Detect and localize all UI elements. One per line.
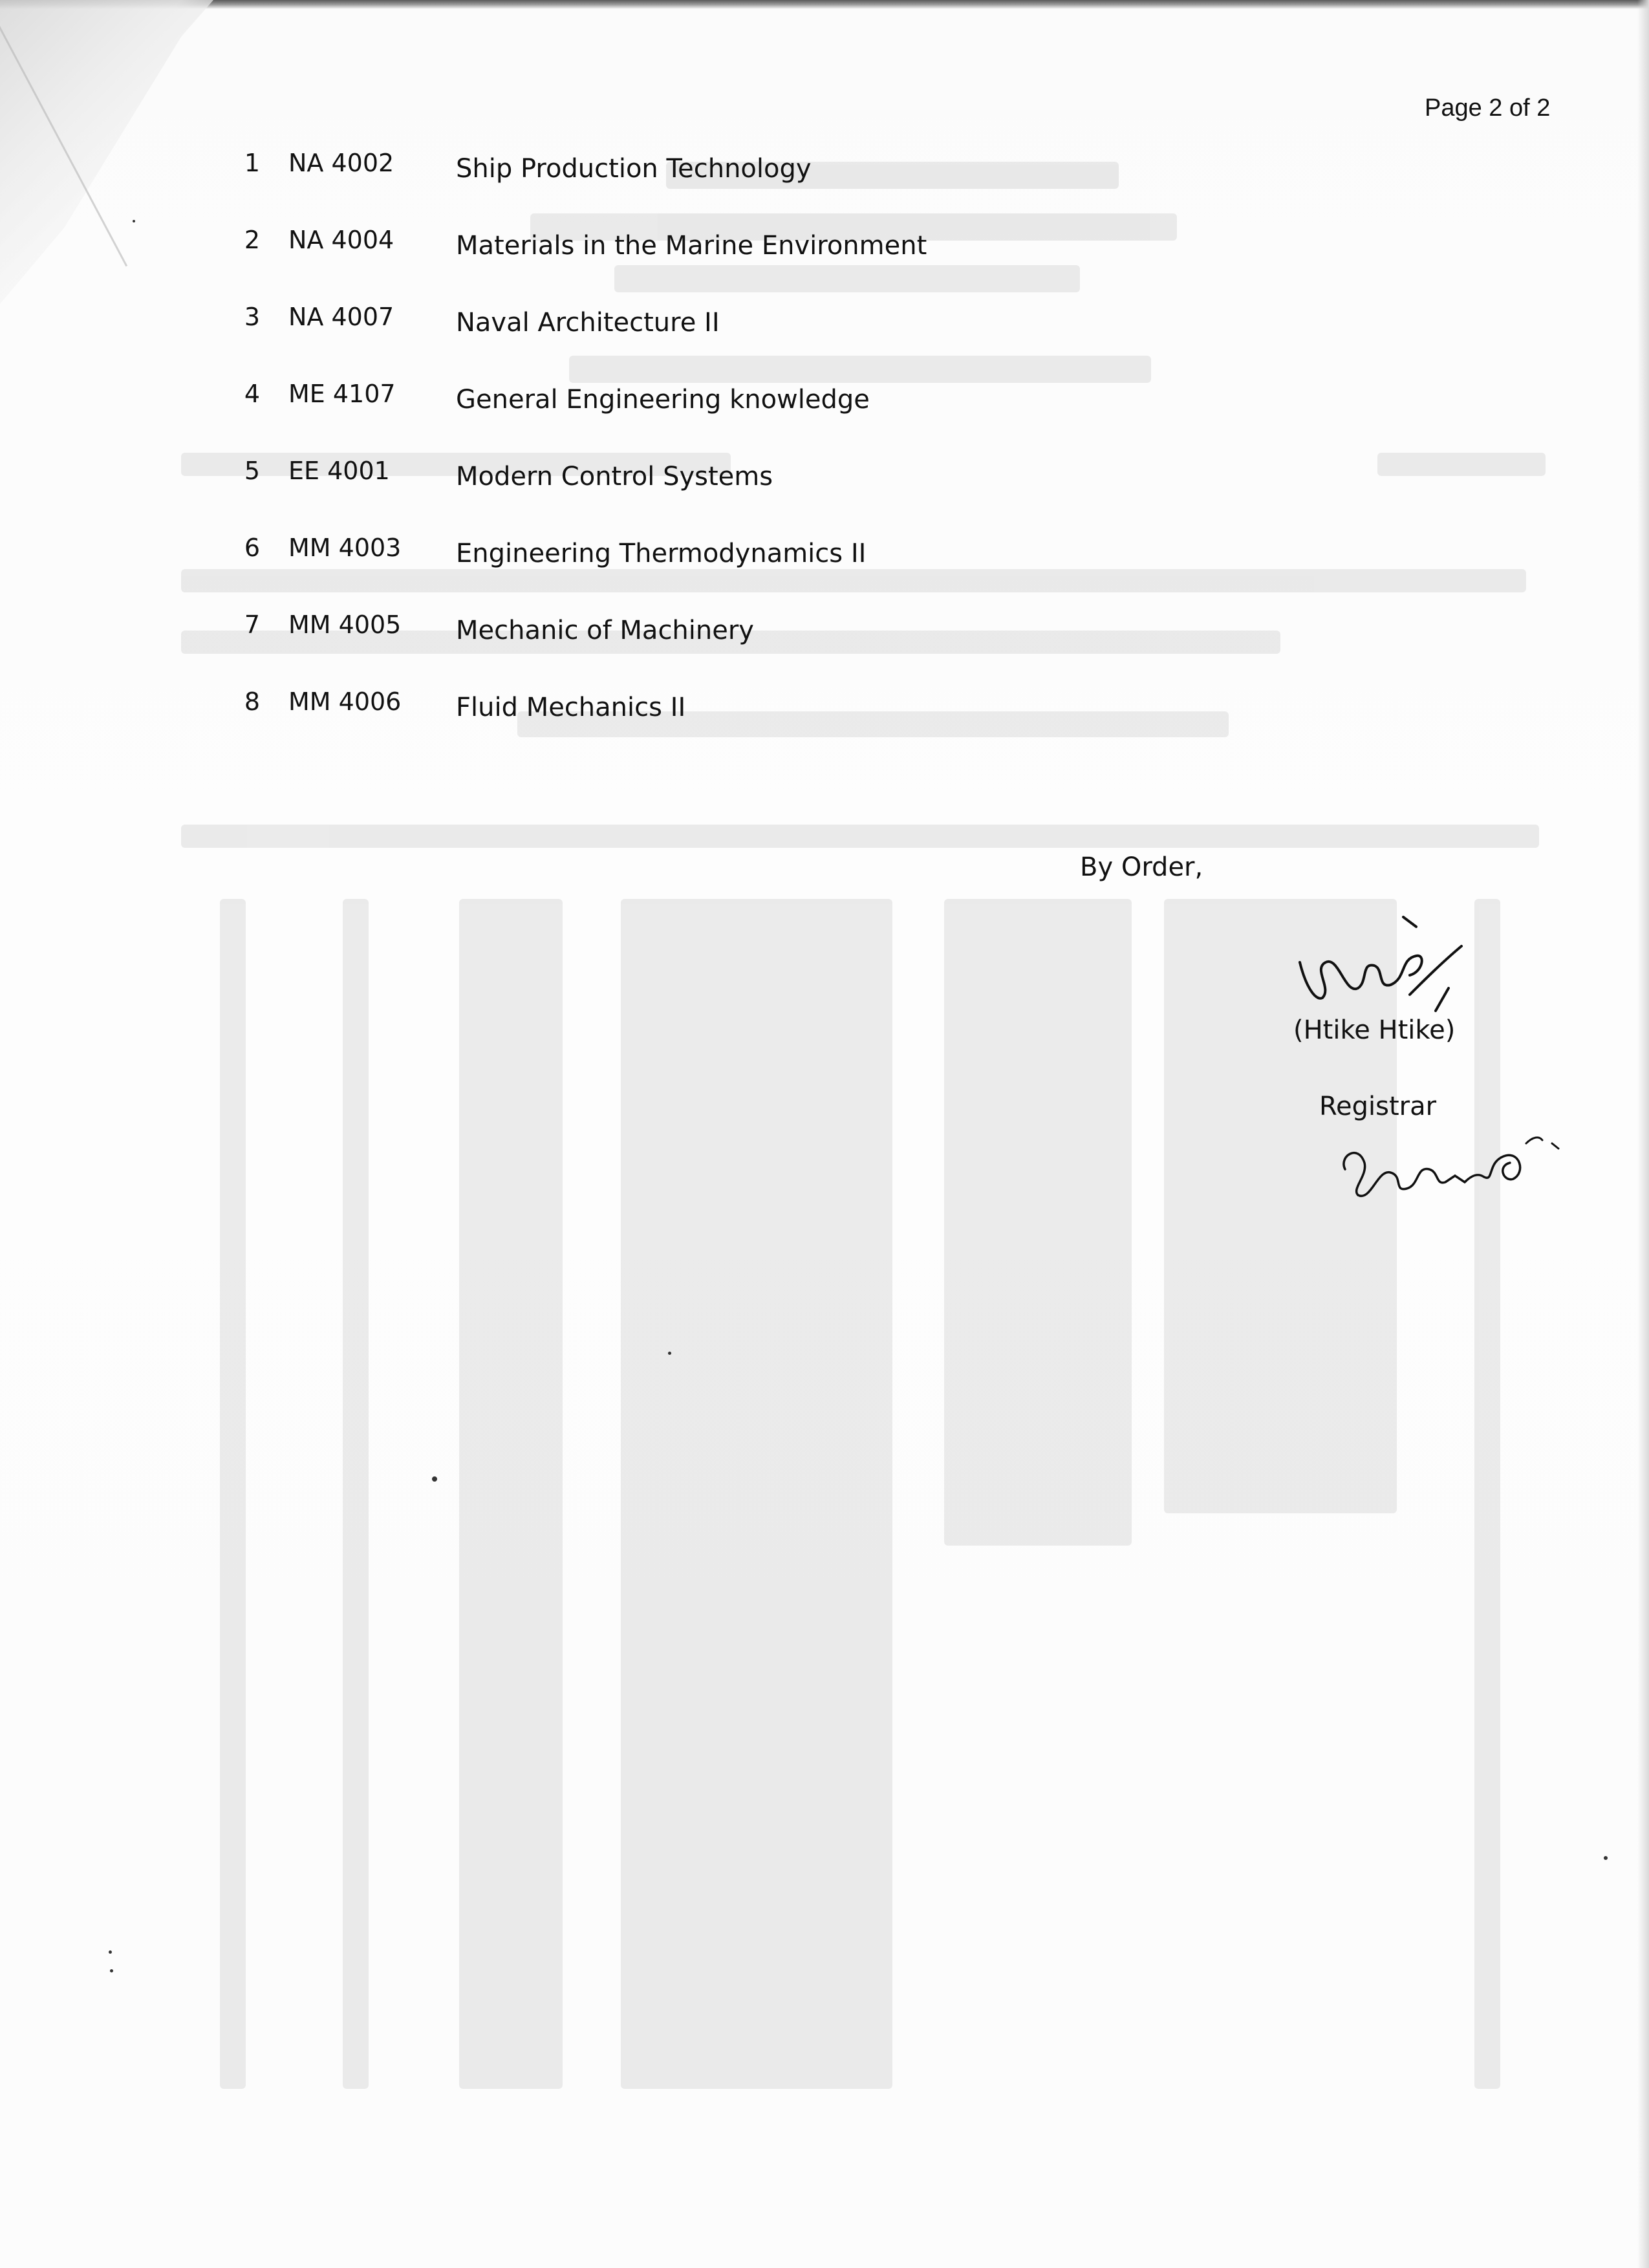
scan-speck [133, 220, 135, 222]
scan-speck [1604, 1856, 1608, 1860]
course-code: EE 4001 [288, 457, 390, 485]
course-code: NA 4004 [288, 226, 394, 254]
course-serial: 7 [244, 610, 261, 639]
course-code: MM 4005 [288, 610, 402, 639]
signatory-name: (Htike Htike) [1293, 1015, 1456, 1045]
course-title: Ship Production Technology [456, 154, 812, 184]
course-title: Naval Architecture II [456, 308, 720, 338]
course-serial: 8 [244, 687, 261, 716]
course-code: ME 4107 [288, 380, 396, 408]
scan-speck [109, 1950, 112, 1954]
course-title: Mechanic of Machinery [456, 616, 754, 645]
course-title: Modern Control Systems [456, 462, 773, 491]
course-code: NA 4007 [288, 303, 394, 331]
course-serial: 6 [244, 534, 261, 562]
course-row [233, 457, 1138, 534]
course-code: NA 4002 [288, 149, 394, 177]
scan-speck [668, 1352, 671, 1355]
course-serial: 1 [244, 149, 261, 177]
course-code: MM 4006 [288, 687, 402, 716]
scan-right-edge [1637, 0, 1649, 2268]
course-title: General Engineering knowledge [456, 385, 870, 415]
course-row [233, 226, 1138, 303]
course-serial: 2 [244, 226, 261, 254]
course-title: Engineering Thermodynamics II [456, 539, 867, 568]
course-row [233, 303, 1138, 380]
page-number: Page 2 of 2 [1425, 94, 1551, 122]
handwritten-signature [1287, 891, 1468, 1033]
folded-corner [0, 0, 213, 304]
by-order-label: By Order, [1080, 852, 1203, 882]
scan-top-edge [0, 0, 1649, 9]
course-title: Fluid Mechanics II [456, 693, 686, 722]
course-row [233, 687, 1138, 764]
course-serial: 4 [244, 380, 261, 408]
signatory-role: Registrar [1319, 1092, 1437, 1121]
handwritten-initials [1332, 1118, 1565, 1215]
course-serial: 5 [244, 457, 261, 485]
course-title: Materials in the Marine Environment [456, 231, 927, 261]
course-row [233, 149, 1138, 226]
course-row [233, 380, 1138, 457]
course-row [233, 534, 1138, 610]
signature-block [1073, 852, 1591, 1215]
scan-speck [432, 1476, 437, 1482]
course-code: MM 4003 [288, 534, 402, 562]
course-serial: 3 [244, 303, 261, 331]
course-list [233, 149, 1138, 764]
course-row [233, 610, 1138, 687]
scan-speck [110, 1969, 113, 1972]
